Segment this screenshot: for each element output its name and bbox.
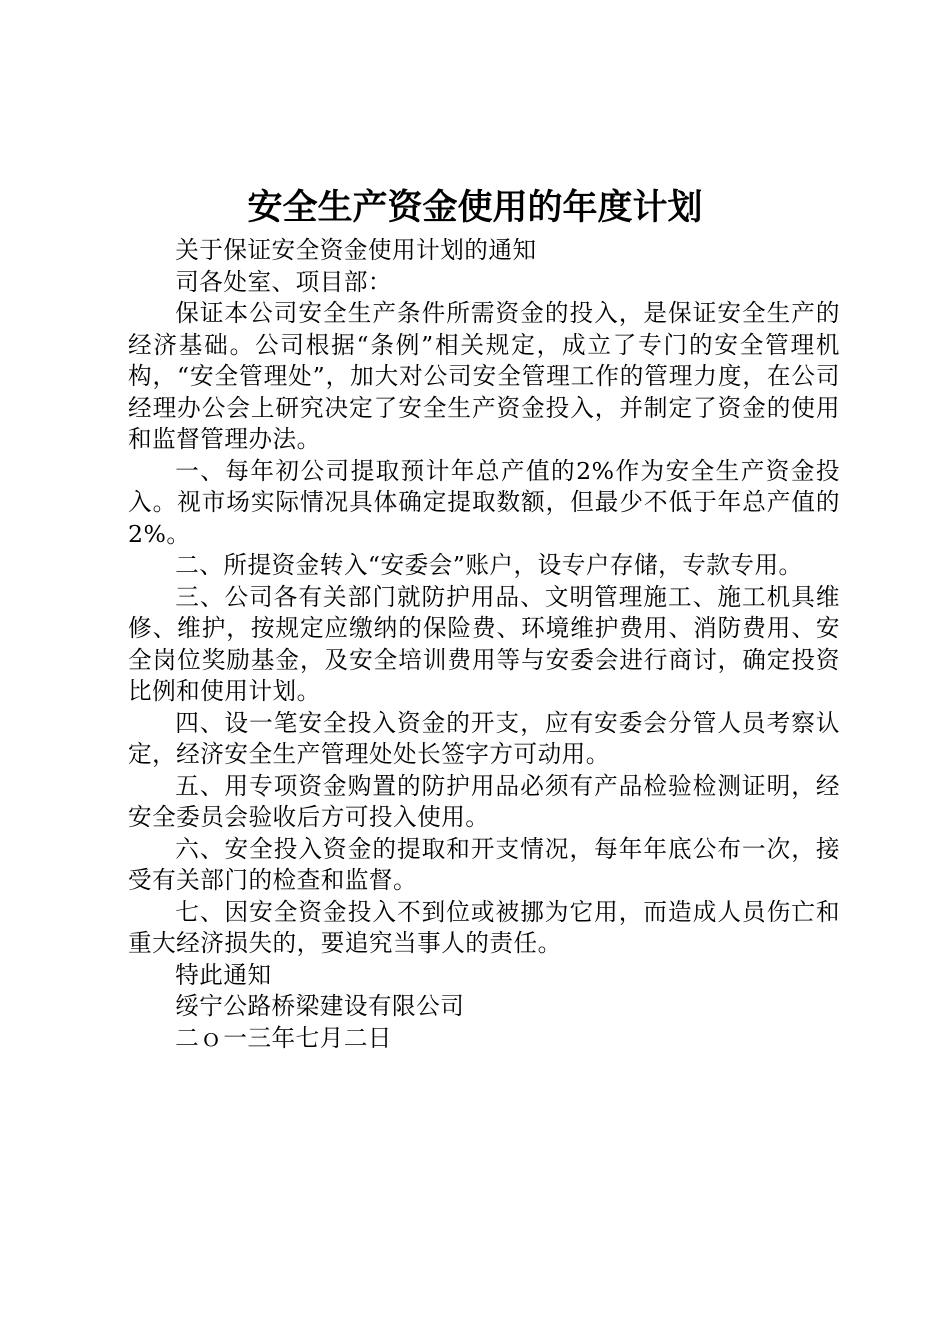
issuer-name: 绥宁公路桥梁建设有限公司 bbox=[175, 992, 465, 1020]
document-title: 安全生产资金使用的年度计划 bbox=[247, 188, 703, 228]
document-body bbox=[128, 235, 840, 1054]
paragraph-item-7: 七、因安全资金投入不到位或被挪为它用，而造成人员伤亡和重大经济损失的，要追究当事人的责任。 bbox=[128, 897, 840, 957]
paragraph-item-4: 四、设一笔安全投入资金的开支，应有安委会分管人员考察认定，经济安全生产管理处处长签字方可动用。 bbox=[128, 708, 840, 768]
paragraph-item-2: 二、所提资金转入“安委会”账户，设专户存储，专款专用。 bbox=[175, 551, 803, 579]
paragraph-item-5: 五、用专项资金购置的防护用品必须有产品检验检测证明，经安全委员会验收后方可投入使用。 bbox=[128, 771, 840, 831]
issue-date: 二ｏ一三年七月二日 bbox=[175, 1023, 393, 1052]
salutation: 司各处室、项目部： bbox=[175, 267, 393, 296]
paragraph-item-3: 三、公司各有关部门就防护用品、文明管理施工、施工机具维修、维护，按规定应缴纳的保险费、环境维护费用、消防费用、安全岗位奖励基金，及安全培训费用等与安委会进行商讨，确定投资比例和使用计划。 bbox=[128, 582, 840, 705]
paragraph-item-1: 一、每年初公司提取预计年总产值的2%作为安全生产资金投入。视市场实际情况具体确定提取数额，但最少不低于年总产值的2%。 bbox=[128, 456, 840, 548]
paragraph-item-6: 六、安全投入资金的提取和开支情况，每年年底公布一次，接受有关部门的检查和监督。 bbox=[128, 834, 840, 894]
closing-line: 特此通知 bbox=[175, 960, 272, 989]
paragraph-intro: 保证本公司安全生产条件所需资金的投入，是保证安全生产的经济基础。公司根据“条例”相关规定，成立了专门的安全管理机构，“安全管理处”，加大对公司安全管理工作的管理力度，在公司经理办公会上研究决定了安全生产资金投入，并制定了资金的使用和监督管理办法。 bbox=[128, 299, 840, 453]
notice-subject: 关于保证安全资金使用计划的通知 bbox=[175, 236, 537, 264]
